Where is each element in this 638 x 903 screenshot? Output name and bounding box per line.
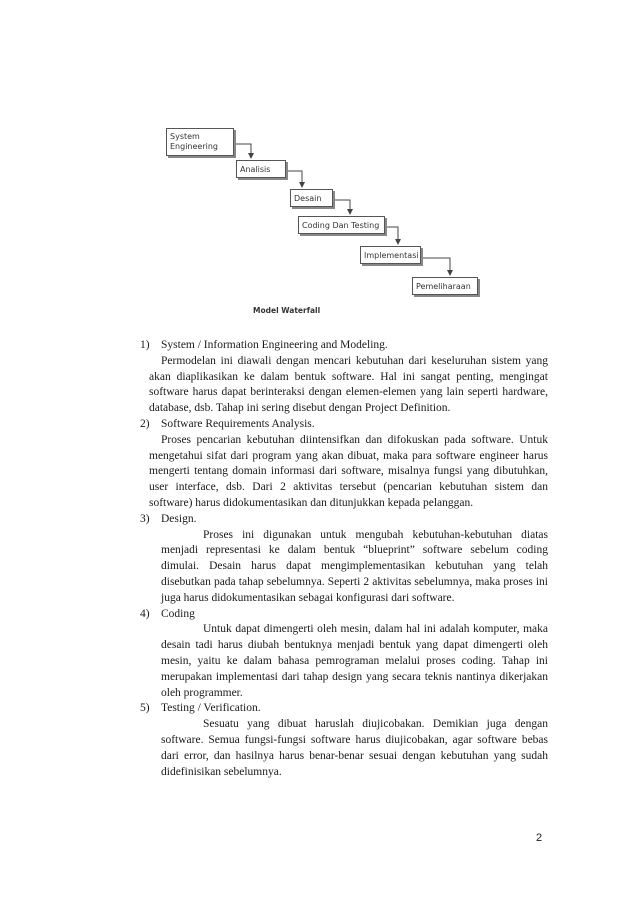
list-item bbox=[140, 701, 548, 780]
arrow-2 bbox=[286, 171, 302, 187]
arrow-4 bbox=[385, 227, 398, 244]
waterfall-step-desain bbox=[290, 189, 333, 207]
waterfall-step-coding-testing bbox=[298, 216, 385, 234]
figure-caption: Model Waterfall bbox=[253, 306, 321, 315]
page-number: 2 bbox=[536, 832, 543, 844]
item-heading-row bbox=[140, 512, 548, 528]
item-heading-row bbox=[140, 607, 548, 623]
item-body: Proses ini digunakan untuk mengubah kebutuhan-kebutuhan diatas menjadi representasi ke dalam bentuk “blueprint” software sebelum coding dimulai. Desain harus dapat mengimplementasikan kebutuhan yang telah disebutkan pada tahap sebelumnya. Seperti 2 aktivitas sebelumnya, maka proses ini juga harus didokumentasikan sebagai konfigurasi dari software. bbox=[161, 528, 548, 604]
step-label-line1: System bbox=[170, 132, 200, 141]
item-heading-row bbox=[140, 417, 548, 433]
item-heading: System / Information Engineering and Modeling. bbox=[161, 339, 388, 351]
item-number: 1) bbox=[140, 339, 150, 351]
waterfall-diagram bbox=[150, 118, 490, 318]
item-number: 2) bbox=[140, 417, 150, 430]
list-item bbox=[140, 512, 548, 607]
waterfall-step-system-engineering bbox=[166, 128, 234, 156]
step-label: Analisis bbox=[240, 165, 271, 174]
item-body: Untuk dapat dimengerti oleh mesin, dalam hal ini adalah komputer, maka desain tadi harus diubah bentuknya menjadi bentuk yang dapat dimengerti oleh mesin, yaitu ke dalam bahasa pemrograman melalui proses coding. Tahap ini merupakan implementasi dari tahap design yang secara teknis nantinya dikerjakan oleh programmer. bbox=[161, 623, 548, 699]
waterfall-step-analisis bbox=[236, 160, 286, 178]
step-label: Desain bbox=[294, 194, 322, 203]
item-number: 5) bbox=[140, 702, 150, 715]
step-label: Implementasi bbox=[364, 251, 419, 260]
waterfall-step-pemeliharaan bbox=[412, 277, 478, 295]
document-body bbox=[140, 338, 548, 780]
item-heading-row bbox=[140, 701, 548, 717]
item-heading-row bbox=[140, 338, 548, 354]
arrow-5 bbox=[421, 258, 450, 275]
item-heading: Software Requirements Analysis. bbox=[161, 417, 315, 430]
list-item bbox=[140, 417, 548, 512]
item-heading: Coding bbox=[161, 607, 195, 620]
arrow-1 bbox=[234, 144, 251, 158]
item-heading: Testing / Verification. bbox=[161, 702, 261, 715]
step-label: Coding Dan Testing bbox=[302, 221, 380, 230]
arrow-3 bbox=[333, 200, 350, 214]
list-item bbox=[140, 607, 548, 702]
item-body: Proses pencarian kebutuhan diintensifkan dan difokuskan pada software. Untuk mengetahui sifat dari program yang akan dibuat, maka para software engineer harus mengerti tentang domain informasi dari software, misalnya fungsi yang dibutuhkan, user interface, dsb. Dari 2 aktivitas tersebut (pencarian kebutuhan sistem dan software) harus didokumentasikan dan ditunjukkan kepada pelanggan. bbox=[149, 433, 548, 509]
step-label: Pemeliharaan bbox=[416, 282, 471, 291]
waterfall-step-implementasi bbox=[360, 246, 421, 264]
list-item bbox=[140, 338, 548, 417]
item-number: 3) bbox=[140, 512, 150, 525]
item-heading: Design. bbox=[161, 512, 197, 525]
step-label-line2: Engineering bbox=[170, 142, 218, 151]
item-body: Sesuatu yang dibuat haruslah diujicobakan. Demikian juga dengan software. Semua fungsi-fungsi software harus diujicobakan, agar software bebas dari error, dan hasilnya harus benar-benar sesuai dengan kebutuhan yang sudah didefinisikan sebelumnya. bbox=[161, 718, 548, 778]
item-number: 4) bbox=[140, 607, 150, 620]
item-body: Permodelan ini diawali dengan mencari kebutuhan dari keseluruhan sistem yang akan diaplikasikan ke dalam bentuk software. Hal ini sangat penting, mengingat software harus dapat berinteraksi dengan elemen-elemen yang lain seperti hardware, database, dsb. Tahap ini sering disebut dengan Project Definition. bbox=[149, 354, 548, 415]
